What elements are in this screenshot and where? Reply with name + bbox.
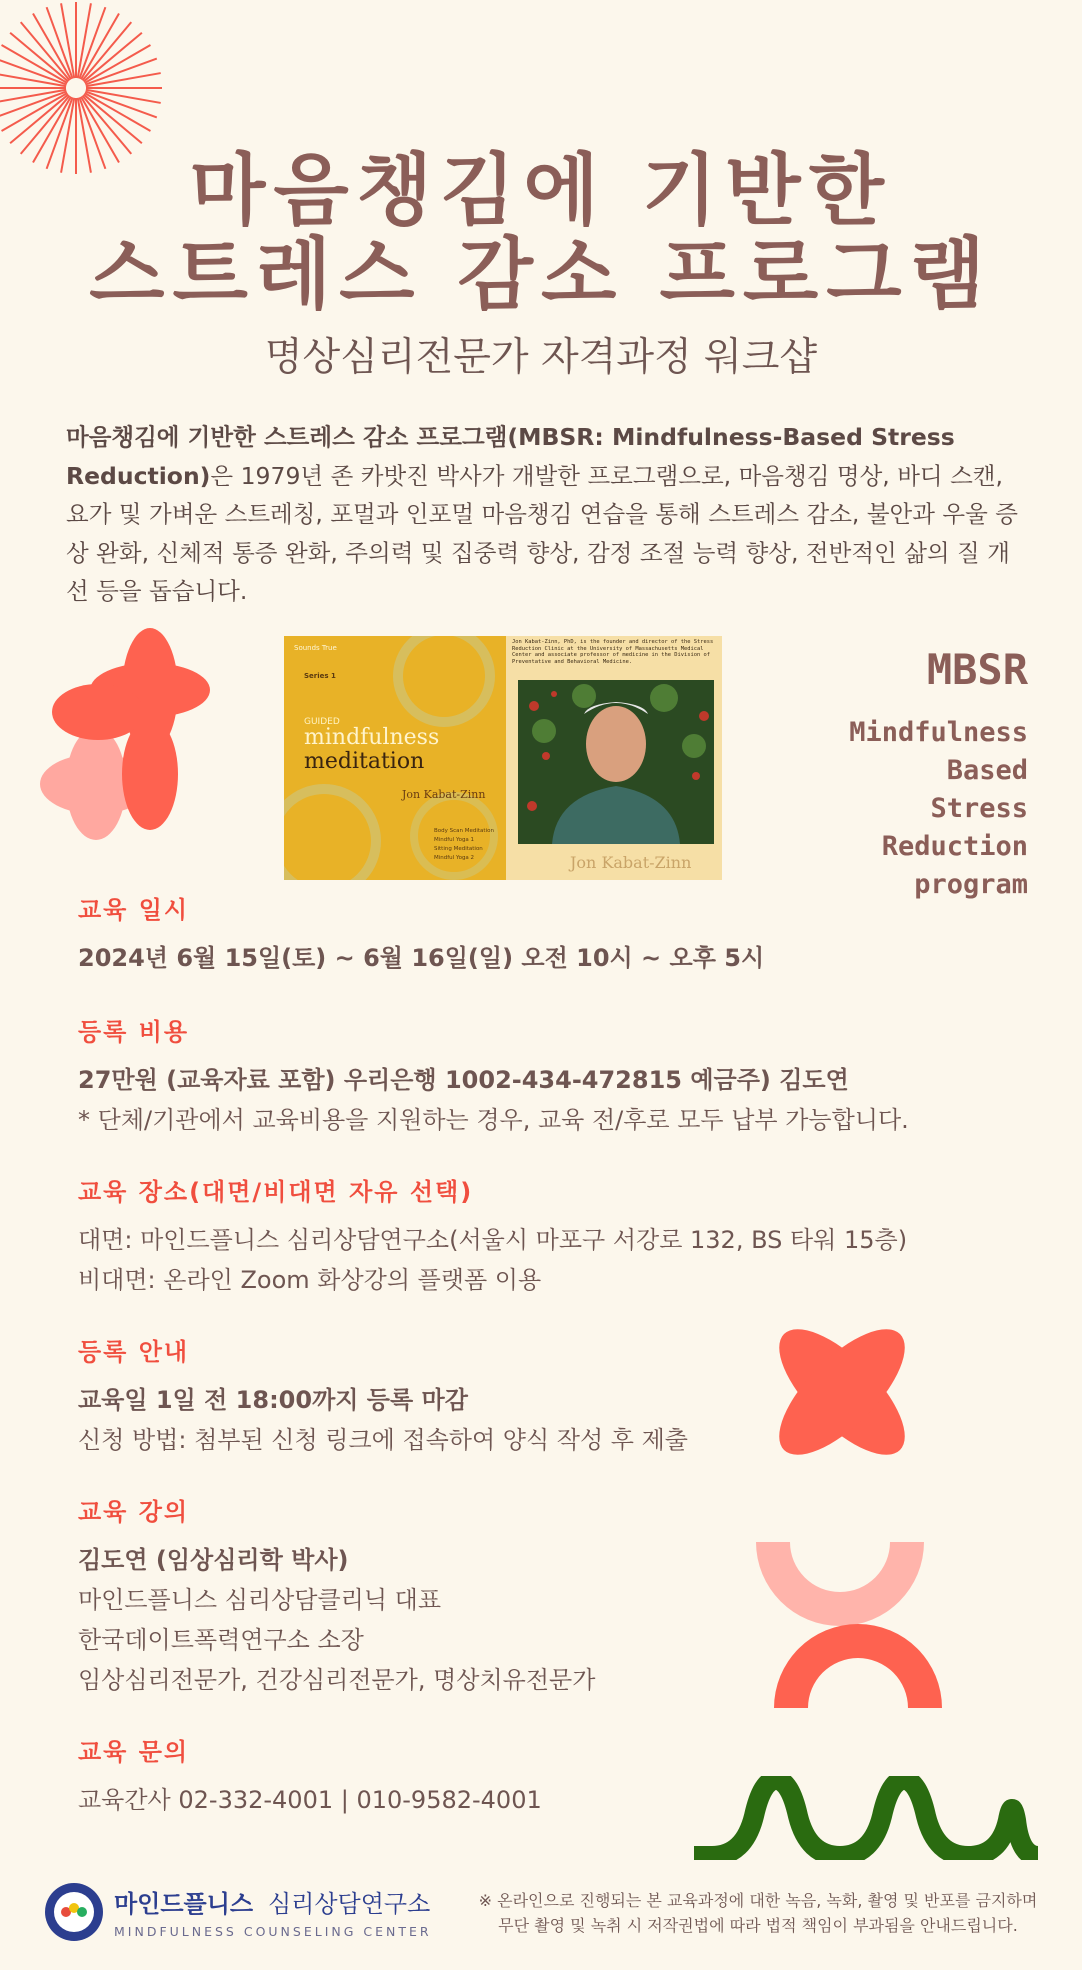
sunburst-ray xyxy=(0,90,66,103)
copyright-notice xyxy=(458,1888,1058,1938)
cd-cover-image xyxy=(284,636,722,880)
cd-brand: Sounds True xyxy=(294,644,337,652)
intro-bold: 마음챙김에 기반한 스트레스 감소 프로그램(MBSR: Mindfulness-Based Stress Reduction) xyxy=(66,423,955,490)
cd-title-b: meditation xyxy=(304,749,425,774)
flower-decoration xyxy=(28,614,248,864)
section-heading-contact: 교육 문의 xyxy=(78,1738,190,1766)
venue-online: 비대면: 온라인 Zoom 화상강의 플랫폼 이용 xyxy=(78,1266,542,1294)
mbsr-line: Reduction xyxy=(881,831,1028,862)
section-heading-schedule: 교육 일시 xyxy=(78,896,190,924)
fee-text: 27만원 (교육자료 포함) 우리은행 1002-434-472815 예금주) 김도연 xyxy=(78,1066,849,1094)
page-title-line1: 마음챙김에 기반한 xyxy=(190,146,892,236)
section-heading-venue: 교육 장소(대면/비대면 자유 선택) xyxy=(78,1178,474,1206)
mbsr-title: MBSR xyxy=(926,645,1028,694)
registration-method: 신청 방법: 첨부된 신청 링크에 접속하여 양식 작성 후 제출 xyxy=(78,1426,688,1454)
page-title-line2: 스트레스 감소 프로그램 xyxy=(89,230,993,320)
wave-decoration xyxy=(690,1776,1042,1860)
section-heading-lecturer: 교육 강의 xyxy=(78,1498,190,1526)
lecturer-name: 김도연 (임상심리학 박사) xyxy=(78,1546,349,1574)
cd-author: Jon Kabat-Zinn xyxy=(402,788,486,801)
notice-line: 무단 촬영 및 녹취 시 저작권법에 따라 법적 책임이 부과됨을 안내드립니다. xyxy=(498,1916,1018,1935)
venue-offline: 대면: 마인드플니스 심리상담연구소(서울시 마포구 서강로 132, BS 타워 15층) xyxy=(78,1226,908,1254)
mbsr-line: Mindfulness xyxy=(849,717,1028,748)
cd-guided: GUIDED xyxy=(304,717,340,727)
intro-text: 은 1979년 존 카밧진 박사가 개발한 프로그램으로, 마음챙김 명상, 바디 스캔, 요가 및 가벼운 스트레칭, 포멀과 인포멀 마음챙김 연습을 통해 스트레스 감소, 불안과 우울 증상 완화, 신체적 통증 완화, 주의력 및 집중력 향상, 감정 조절 능력 향상, 전반적인 삶의 질 개선 등을 돕습니다. xyxy=(66,461,1018,605)
section-heading-fee: 등록 비용 xyxy=(78,1018,190,1046)
cd-track: Mindful Yoga 2 xyxy=(434,855,475,861)
intro-paragraph xyxy=(66,418,1026,611)
lecturer-role: 마인드플니스 심리상담클리닉 대표 xyxy=(78,1586,442,1614)
page-subtitle: 명상심리전문가 자격과정 워크샵 xyxy=(264,335,818,380)
lecturer-role: 한국데이트폭력연구소 소장 xyxy=(78,1626,364,1654)
fee-note: * 단체/기관에서 교육비용을 지원하는 경우, 교육 전/후로 모두 납부 가능합니다. xyxy=(78,1106,909,1134)
mbsr-label-block xyxy=(708,642,1028,904)
schedule-text: 2024년 6월 15일(토) ~ 6월 16일(일) 오전 10시 ~ 오후 5시 xyxy=(78,944,765,972)
logo-suffix: 심리상담연구소 xyxy=(268,1890,431,1918)
cd-track: Body Scan Meditation xyxy=(434,828,494,834)
arc-decoration xyxy=(752,1538,972,1718)
section-heading-registration: 등록 안내 xyxy=(78,1338,190,1366)
cd-title-a: mindfulness xyxy=(304,725,440,750)
center-logo xyxy=(42,1880,442,1944)
cd-bio: Jon Kabat-Zinn, PhD, is the founder and director of the Stress Reduction Clinic at the University of Massachusetts Medical Center and associate professor of medicine in the Division of Preventative and Behavioral Medicine. xyxy=(512,639,714,665)
registration-deadline: 교육일 1일 전 18:00까지 등록 마감 xyxy=(78,1386,468,1414)
mbsr-line: Based xyxy=(946,755,1028,786)
logo-name: 마인드플니스 xyxy=(114,1890,254,1918)
mbsr-line: program xyxy=(914,869,1028,900)
cd-signature: Jon Kabat-Zinn xyxy=(570,853,692,872)
x-shape-decoration xyxy=(762,1312,922,1472)
contact-text: 교육간사 02-332-4001 | 010-9582-4001 xyxy=(78,1786,542,1814)
cd-track: Mindful Yoga 1 xyxy=(434,837,475,843)
cd-series: Series 1 xyxy=(304,672,336,680)
cd-track: Sitting Meditation xyxy=(434,846,483,852)
sunburst-ray xyxy=(0,73,66,86)
mbsr-line: Stress xyxy=(930,793,1028,824)
notice-line: ※ 온라인으로 진행되는 본 교육과정에 대한 녹음, 녹화, 촬영 및 반포를 금지하며 xyxy=(478,1891,1038,1910)
lecturer-role: 임상심리전문가, 건강심리전문가, 명상치유전문가 xyxy=(78,1666,596,1694)
logo-english: MINDFULNESS COUNSELING CENTER xyxy=(114,1924,432,1939)
